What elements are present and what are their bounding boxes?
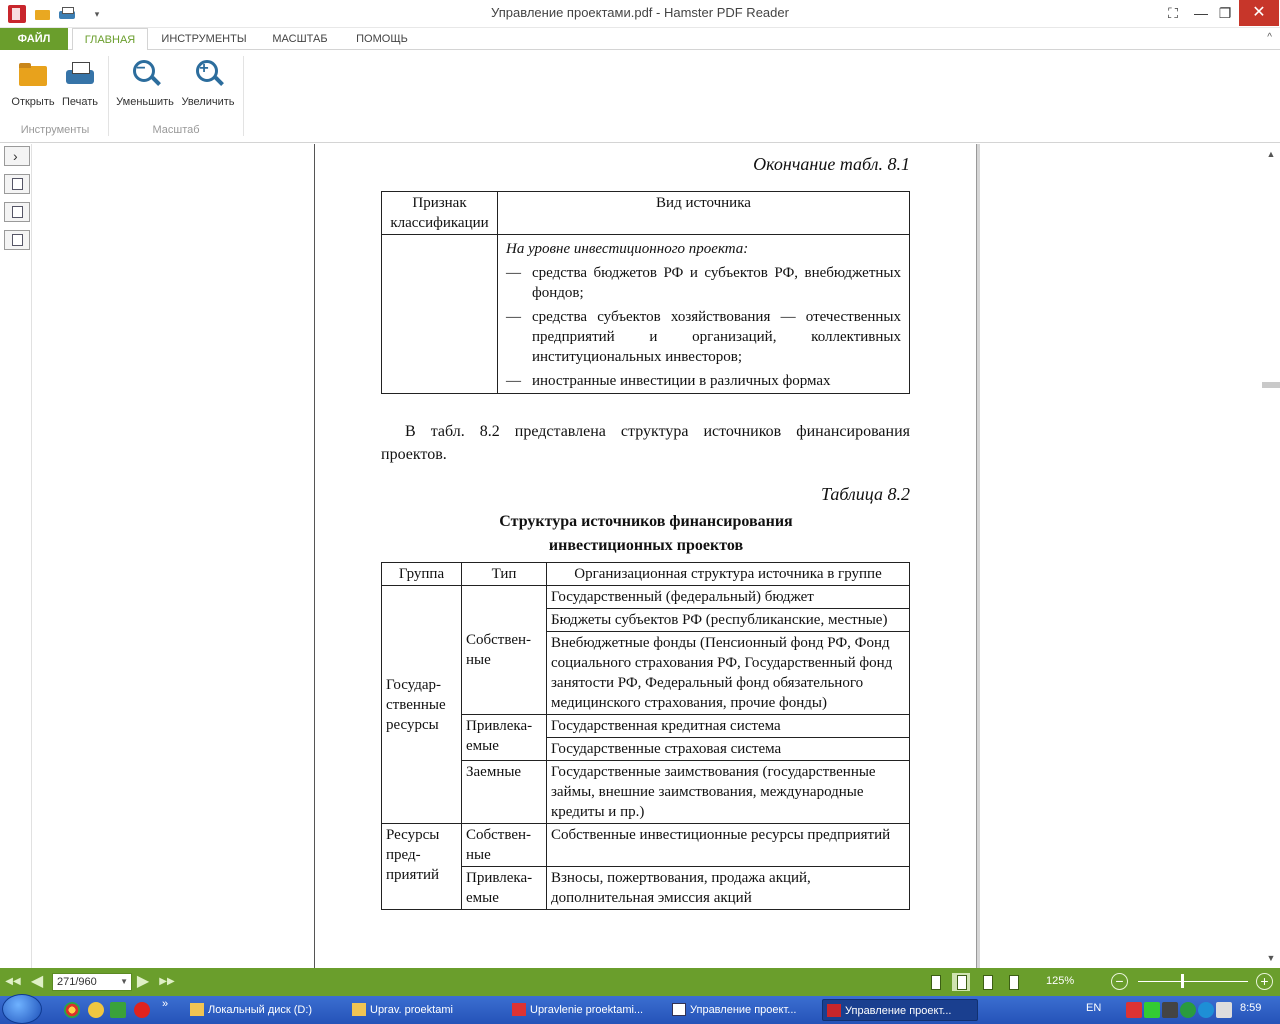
- last-page-icon[interactable]: ▶▶: [159, 976, 175, 987]
- ribbon-collapse-icon[interactable]: ^: [1267, 32, 1272, 43]
- scroll-down-icon[interactable]: ▼: [1266, 953, 1276, 963]
- tab-home[interactable]: ГЛАВНАЯ: [72, 28, 148, 51]
- chrome-icon[interactable]: [64, 1002, 80, 1018]
- two-page-view-icon[interactable]: [978, 973, 996, 991]
- zoom-out-label: Уменьшить: [116, 96, 174, 108]
- body-paragraph: В табл. 8.2 представлена структура источников финансирования проектов.: [381, 423, 910, 463]
- connection-icon[interactable]: [1198, 1002, 1214, 1018]
- table-cell: Государственный (федеральный) бюджет: [547, 586, 910, 609]
- table-row: [382, 715, 910, 738]
- page-number-field[interactable]: 271/960 ▼: [52, 973, 132, 991]
- type-cell: Собствен-ные: [462, 586, 547, 715]
- antivirus-icon[interactable]: [1144, 1002, 1160, 1018]
- update-icon[interactable]: [1180, 1002, 1196, 1018]
- two-page-continuous-view-icon[interactable]: [1004, 973, 1022, 991]
- clock[interactable]: 8:59: [1240, 1002, 1262, 1014]
- tab-tools[interactable]: ИНСТРУМЕНТЫ: [161, 33, 247, 45]
- table-cell: Бюджеты субъектов РФ (республиканские, местные): [547, 609, 910, 632]
- table-header-cell: Тип: [462, 563, 547, 586]
- taskbar: [0, 996, 1280, 1024]
- table-row: [382, 867, 910, 910]
- table-cell: [382, 235, 498, 394]
- taskbar-item-active[interactable]: Управление проект...: [822, 999, 978, 1021]
- zoom-out-icon: −: [129, 58, 161, 90]
- pdf-reader-icon: [827, 1004, 841, 1017]
- table-8-1-caption: Окончание табл. 8.1: [753, 154, 910, 174]
- page-edge: [976, 144, 980, 968]
- maximize-button[interactable]: ❐: [1218, 5, 1232, 21]
- table-cell: Государственные страховая система: [547, 738, 910, 761]
- taskbar-item[interactable]: Upravlenie proektami...: [508, 999, 666, 1021]
- fullscreen-button[interactable]: ⛶: [1168, 5, 1178, 21]
- group-cell: Ресурсы пред-приятий: [382, 824, 462, 910]
- table-cell: Государственные заимствования (государственные займы, внешние заимствования, международные кредиты и пр.): [547, 761, 910, 824]
- zoom-slider-track[interactable]: [1138, 981, 1248, 982]
- table-8-2: [381, 562, 910, 910]
- group-cell: Государ-ственные ресурсы: [382, 586, 462, 824]
- prev-page-icon[interactable]: ◀: [30, 973, 44, 990]
- table-cell: Государственная кредитная система: [547, 715, 910, 738]
- print-label: Печать: [61, 96, 99, 108]
- first-page-icon[interactable]: ◀◀: [5, 976, 21, 987]
- type-cell: Собствен-ные: [462, 824, 547, 867]
- table-header-cell: Организационная структура источника в группе: [547, 563, 910, 586]
- bookmarks-button[interactable]: [4, 230, 30, 250]
- thumbnails-icon: [12, 178, 23, 190]
- side-panel: [0, 144, 32, 968]
- table-header-cell: Вид источника: [498, 192, 910, 235]
- taskbar-item[interactable]: Локальный диск (D:): [186, 999, 344, 1021]
- folder-icon: [352, 1003, 366, 1016]
- close-button[interactable]: ✕: [1239, 0, 1279, 26]
- pages-icon: [12, 206, 23, 218]
- open-label: Открыть: [11, 96, 55, 108]
- table-8-2-caption: Таблица 8.2: [820, 484, 910, 504]
- vertical-scrollbar[interactable]: [1262, 144, 1280, 968]
- type-cell: Привлека-емые: [462, 715, 547, 761]
- zoom-in-label: Увеличить: [181, 96, 235, 108]
- printer-icon: [64, 58, 96, 90]
- zoom-plus-button[interactable]: +: [1256, 973, 1273, 990]
- ribbon-panel: [0, 50, 1280, 143]
- title-bar: [0, 0, 1280, 28]
- yandex-browser-icon[interactable]: [134, 1002, 150, 1018]
- document-viewport[interactable]: [32, 144, 1262, 968]
- flag-icon[interactable]: [1126, 1002, 1142, 1018]
- status-bar: [0, 968, 1280, 996]
- page-edge: [314, 144, 315, 968]
- table-cell: [498, 235, 910, 394]
- table-row: [382, 761, 910, 824]
- bookmarks-icon: [12, 234, 23, 246]
- chevron-right-icon: ›: [13, 148, 18, 164]
- tab-scale[interactable]: МАСШТАБ: [272, 33, 328, 45]
- tab-file[interactable]: ФАЙЛ: [0, 28, 68, 50]
- list-item: — средства бюджетов РФ и субъектов РФ, внебюджетных фондов;: [506, 265, 901, 301]
- window-title: Управление проектами.pdf - Hamster PDF Reader: [491, 5, 789, 20]
- table-cell: Собственные инвестиционные ресурсы предприятий: [547, 824, 910, 867]
- quick-access-dropdown-icon[interactable]: ▾: [94, 9, 100, 19]
- folder-icon: [17, 58, 49, 90]
- document-icon: [672, 1003, 686, 1016]
- table-row: [382, 586, 910, 609]
- open-button[interactable]: [6, 56, 60, 116]
- chevron-down-icon[interactable]: ▼: [120, 977, 128, 986]
- expand-panel-button[interactable]: [4, 146, 30, 166]
- table-header-cell: Признак классификации: [382, 192, 498, 235]
- table-header-cell: Группа: [382, 563, 462, 586]
- zoom-in-button[interactable]: [176, 56, 240, 116]
- single-page-view-icon[interactable]: [926, 973, 944, 991]
- group-label-tools: Инструменты: [20, 124, 90, 136]
- archive-icon: [512, 1003, 526, 1016]
- group-label-scale: Масштаб: [152, 124, 200, 136]
- thumbnails-button[interactable]: [4, 174, 30, 194]
- list-item: — иностранные инвестиции в различных формах: [506, 373, 831, 389]
- volume-icon[interactable]: [1216, 1002, 1232, 1018]
- print-button[interactable]: [58, 56, 102, 116]
- next-page-icon[interactable]: ▶: [136, 973, 150, 990]
- folder-icon: [190, 1003, 204, 1016]
- zoom-slider-thumb[interactable]: [1181, 974, 1184, 988]
- zoom-level: 125%: [1046, 975, 1075, 987]
- network-icon[interactable]: [1162, 1002, 1178, 1018]
- taskbar-item[interactable]: Uprav. proektami: [348, 999, 506, 1021]
- email-icon[interactable]: [88, 1002, 104, 1018]
- table-row: [382, 824, 910, 867]
- type-cell: Заемные: [462, 761, 547, 824]
- zoom-in-icon: +: [192, 58, 224, 90]
- table-cell: Внебюджетные фонды (Пенсионный фонд РФ, Фонд социального страхования РФ, Государственный фонд занятости РФ, Федеральный фонд обязательного медицинского страхования, прочие фонды): [547, 632, 910, 715]
- zoom-out-button[interactable]: [112, 56, 178, 116]
- table-cell-intro: На уровне инвестиционного проекта:: [506, 241, 749, 257]
- pages-button[interactable]: [4, 202, 30, 222]
- ribbon-tabs: [0, 28, 1280, 50]
- type-cell: Привлека-емые: [462, 867, 547, 910]
- start-button[interactable]: [2, 994, 42, 1024]
- minimize-button[interactable]: —: [1194, 5, 1208, 21]
- continuous-view-icon[interactable]: [952, 973, 970, 991]
- table-cell: Взносы, пожертвования, продажа акций, дополнительная эмиссия акций: [547, 867, 910, 910]
- table-8-2-title: Структура источников финансирования инвестиционных проектов: [499, 513, 793, 554]
- torrent-icon[interactable]: [110, 1002, 126, 1018]
- quicklaunch-more-icon[interactable]: »: [162, 998, 169, 1010]
- table-8-1: [381, 191, 910, 394]
- taskbar-item[interactable]: Управление проект...: [668, 999, 818, 1021]
- scroll-up-icon[interactable]: ▲: [1266, 149, 1276, 159]
- zoom-minus-button[interactable]: −: [1111, 973, 1128, 990]
- tab-help[interactable]: ПОМОЩЬ: [356, 33, 408, 45]
- scroll-thumb[interactable]: [1262, 382, 1280, 388]
- list-item: — средства субъектов хозяйствования — отечественных предприятий и организаций, коллективных институциональных инвесторов;: [506, 309, 901, 365]
- language-indicator[interactable]: EN: [1086, 1002, 1102, 1014]
- group-separator: [243, 56, 244, 136]
